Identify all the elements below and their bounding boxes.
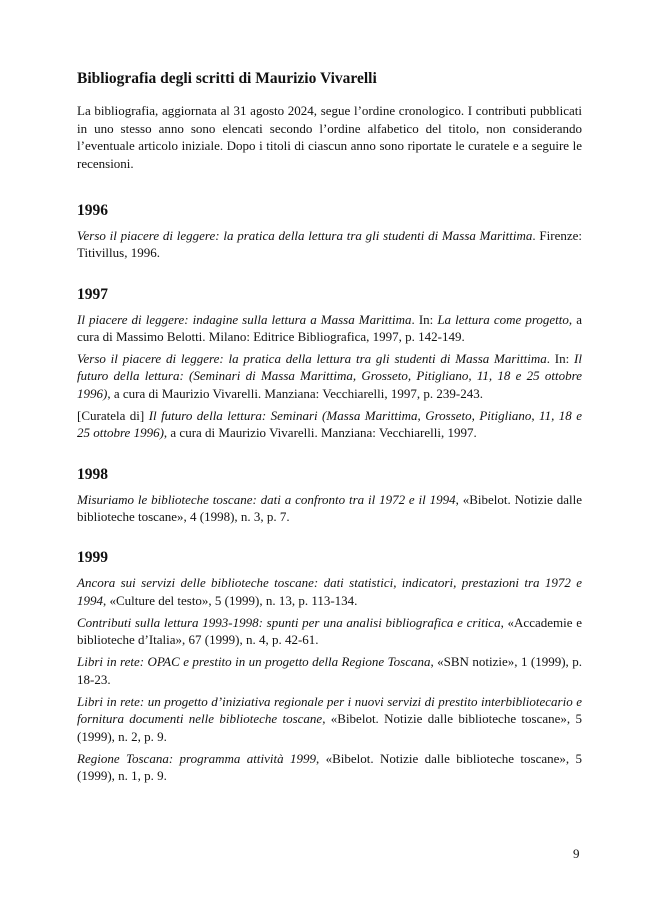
year-section: [77, 549, 582, 784]
bibliography-entry: [77, 491, 582, 526]
entry-text: , «SBN notizie», 1 (1999), p. 18-23.: [77, 654, 583, 687]
entry-text: [Curatela di]: [77, 408, 149, 424]
page-number: 9: [573, 846, 580, 861]
year-heading: 1999: [77, 549, 108, 567]
entry-text: , a cura di Massimo Belotti. Milano: Editrice Bibliografica, 1997, p. 142-149.: [77, 311, 582, 344]
entry-title-italic: Misuriamo le biblioteche toscane: dati a confronto tra il 1972 e il 1994: [77, 491, 456, 507]
year-section: [77, 286, 582, 442]
bibliography-entry: [77, 693, 582, 745]
entry-text: , «Culture del testo», 5 (1999), n. 13, p. 113-134.: [103, 592, 358, 608]
page-title: Bibliografia degli scritti di Maurizio Vivarelli: [77, 70, 377, 87]
bibliography-entry: [77, 574, 582, 609]
entry-title-italic: Libri in rete: OPAC e prestito in un progetto della Regione Toscana: [77, 654, 431, 670]
bibliography-list: [77, 202, 582, 785]
entry-title-italic: Verso il piacere di leggere: la pratica della lettura tra gli studenti di Massa Marittima: [77, 351, 547, 367]
entry-title-italic: Contributi sulla lettura 1993-1998: spunti per una analisi bibliografica e critica: [77, 614, 501, 630]
bibliography-entry: [77, 407, 582, 442]
bibliography-entry: [77, 350, 582, 402]
entry-text: , «Accademie e biblioteche d’Italia», 67 (1999), n. 4, p. 42-61.: [77, 614, 582, 648]
entry-text: . In:: [411, 311, 438, 327]
bibliography-entry: [77, 227, 582, 262]
year-heading: 1997: [77, 285, 108, 303]
entry-text: , «Bibelot. Notizie dalle biblioteche toscane», 5 (1999), n. 2, p. 9.: [77, 711, 582, 744]
bibliography-entry: [77, 653, 582, 688]
entry-title-italic: Verso il piacere di leggere: la pratica della lettura tra gli studenti di Massa Marittima: [77, 228, 533, 243]
entry-title-italic: Regione Toscana: programma attività 1999: [77, 750, 316, 766]
year-section: [77, 466, 582, 526]
bibliography-entry: [77, 311, 582, 346]
page-body: [77, 70, 582, 809]
entry-title-italic: Ancora sui servizi delle biblioteche toscane: dati statistici, indicatori, prestazioni tra 1972 e 1994: [77, 575, 582, 608]
entry-title-italic: La lettura come progetto: [437, 311, 569, 327]
entry-title-italic: Il futuro della lettura: Seminari (Massa Marittima, Grosseto, Pitigliano, 11, 18 e 25 ottobre 1996): [77, 408, 582, 441]
entry-text: , «Bibelot. Notizie dalle biblioteche toscane», 5 (1999), n. 1, p. 9.: [77, 750, 582, 784]
entry-title-italic: Il futuro della lettura: (Seminari di Massa Marittima, Grosseto, Pitigliano, 11, 18 e 25 ottobre 1996): [77, 351, 582, 401]
year-section: [77, 202, 582, 262]
bibliography-entry: [77, 750, 582, 785]
entry-title-italic: Libri in rete: un progetto d’iniziativa regionale per i nuovi servizi di prestito interbibliotecario e fornitura documenti nelle biblioteche toscane: [77, 694, 582, 727]
bibliography-entry: [77, 614, 582, 649]
entry-text: . In:: [546, 351, 575, 367]
entry-title-italic: Il piacere di leggere: indagine sulla lettura a Massa Marittima: [77, 311, 412, 327]
entry-text: , a cura di Maurizio Vivarelli. Manziana: Vecchiarelli, 1997, p. 239-243.: [107, 385, 483, 401]
year-heading: 1996: [77, 202, 108, 219]
entry-text: , «Bibelot. Notizie dalle biblioteche toscane», 4 (1998), n. 3, p. 7.: [77, 491, 582, 524]
entry-text: . Firenze: Titivillus, 1996.: [77, 228, 582, 261]
intro-paragraph: La bibliografia, aggiornata al 31 agosto 2024, segue l’ordine cronologico. I contributi pubblicati in uno stesso anno sono elencati secondo l’ordine alfabetico del titolo, non considerando l’eventuale articolo iniziale. Dopo i titoli di ciascun anno sono riportate le curatele e a seguire le recensioni.: [77, 103, 582, 171]
year-heading: 1998: [77, 465, 108, 483]
entry-text: , a cura di Maurizio Vivarelli. Manziana: Vecchiarelli, 1997.: [163, 425, 477, 441]
